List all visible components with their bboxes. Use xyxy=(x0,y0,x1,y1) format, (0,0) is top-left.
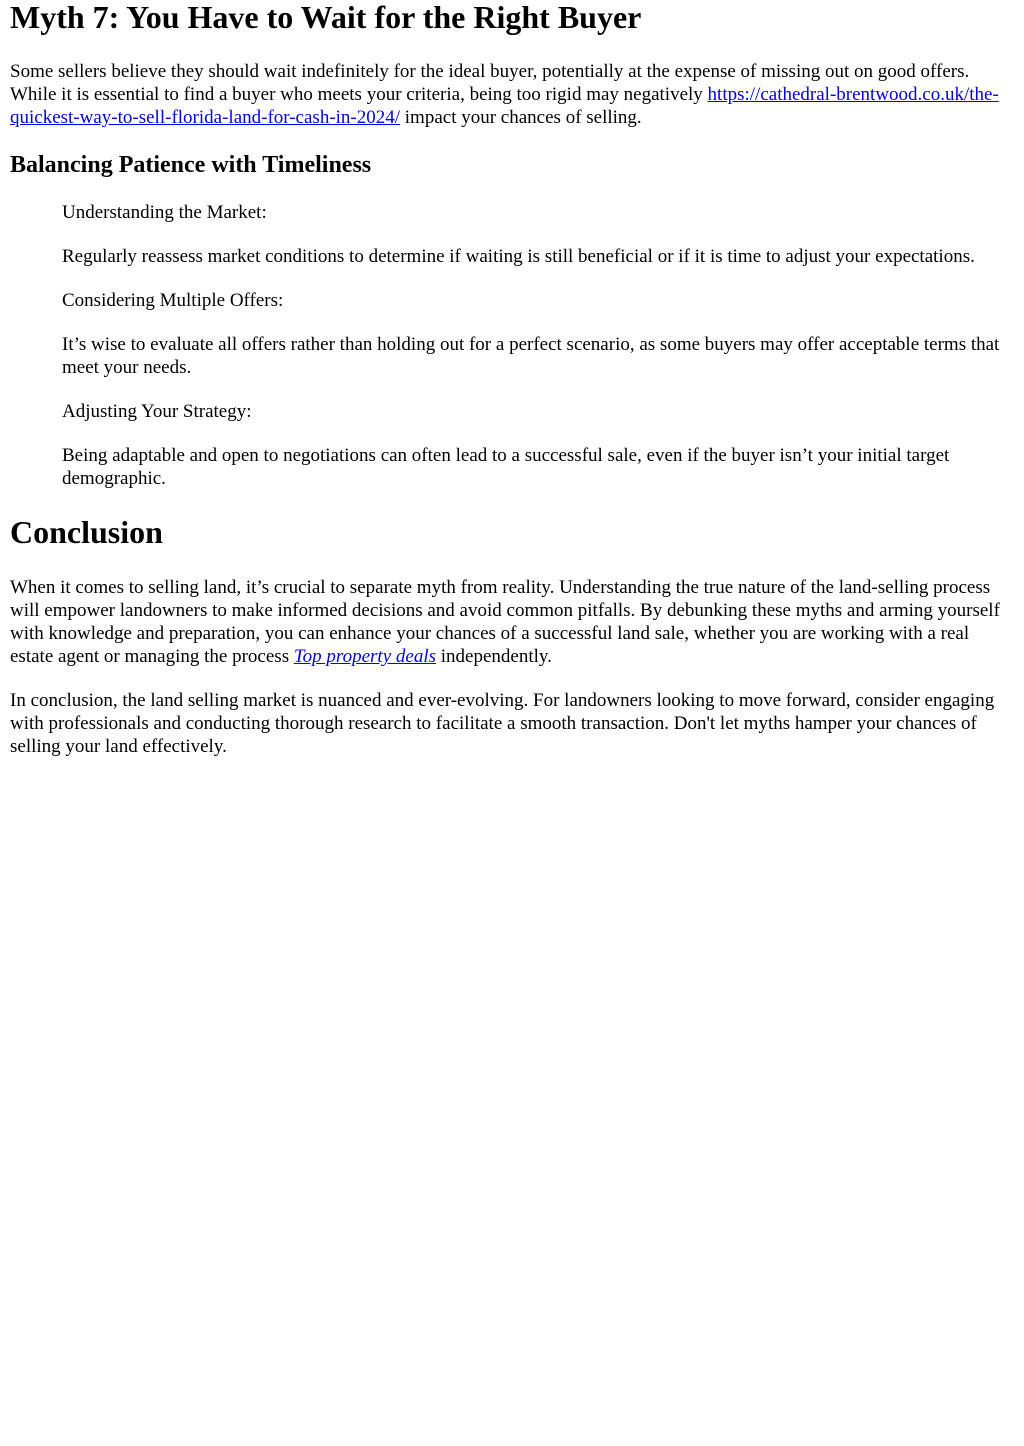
myth7-heading: Myth 7: You Have to Wait for the Right Buyer xyxy=(10,0,642,35)
myth7-paragraph xyxy=(10,60,1014,129)
balancing-list xyxy=(62,201,1014,490)
myth7-text-after-link: impact your chances of selling. xyxy=(400,107,642,128)
balancing-item-body: It’s wise to evaluate all offers rather than holding out for a perfect scenario, as some buyers may offer acceptable terms that meet your needs. xyxy=(62,334,1000,378)
myth7-text-before-link: Some sellers believe they should wait indefinitely for the ideal buyer, potentially at the expense of missing out on good offers. While it is essential to find a buyer who meets your criteria, being too rigid may negatively xyxy=(10,61,970,105)
conclusion-heading: Conclusion xyxy=(10,514,163,550)
conclusion-paragraph-1 xyxy=(10,576,1014,668)
balancing-heading: Balancing Patience with Timeliness xyxy=(10,152,372,178)
top-property-deals-link[interactable]: Top property deals xyxy=(293,646,437,667)
conclusion-paragraph-2: In conclusion, the land selling market is nuanced and ever-evolving. For landowners looking to move forward, consider engaging with professionals and conducting thorough research to facilitate a smooth transaction. Don't let myths hamper your chances of selling your land effectively. xyxy=(10,690,995,757)
conclusion-text-before-link: When it comes to selling land, it’s crucial to separate myth from reality. Understanding the true nature of the land-selling process will empower landowners to make informed decisions and avoid common pitfalls. By debunking these myths and arming yourself with knowledge and preparation, you can enhance your chances of a successful land sale, whether you are working with a real estate agent or managing the process xyxy=(10,577,1000,667)
balancing-item-body: Regularly reassess market conditions to determine if waiting is still beneficial or if it is time to adjust your expectations. xyxy=(62,246,975,267)
balancing-item-title: Adjusting Your Strategy: xyxy=(62,401,252,422)
balancing-item-title: Considering Multiple Offers: xyxy=(62,290,284,311)
cathedral-brentwood-link[interactable]: https://cathedral-brentwood.co.uk/the-quickest-way-to-sell-florida-land-for-cash-in-2024/ xyxy=(10,84,999,128)
balancing-item-title: Understanding the Market: xyxy=(62,202,267,223)
conclusion-text-after-link: independently. xyxy=(436,646,552,667)
balancing-item-body: Being adaptable and open to negotiations can often lead to a successful sale, even if the buyer isn’t your initial target demographic. xyxy=(62,445,950,489)
